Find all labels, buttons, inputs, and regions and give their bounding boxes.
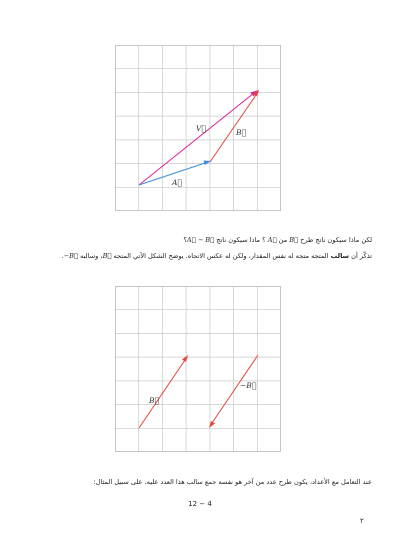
label-a: A⃗ bbox=[172, 178, 182, 187]
negative-vector-figure bbox=[115, 286, 281, 452]
example-expression: 12 − 4 bbox=[188, 500, 212, 508]
vector-b bbox=[210, 90, 259, 162]
label-v: V⃗ bbox=[196, 124, 206, 133]
negative-vector-paragraph: تذكّر أن سالب المتجه متجه له نفس المقدار، ولكن له عكس الاتجاه. يوضح الشكل الآتي المتجه B⃗، وسالبه −B⃗. bbox=[61, 252, 372, 260]
vector-b bbox=[139, 355, 188, 428]
label-b: B⃗ bbox=[149, 396, 160, 405]
vector-addition-figure bbox=[115, 45, 281, 211]
numbers-paragraph: عند التعامل مع الأعداد، يكون طرح عدد من آخر هو نفسه جمع سالب هذا العدد عليه. على سبيل المثال: bbox=[93, 478, 372, 486]
vector-v bbox=[139, 90, 259, 185]
label-negative-b: −B⃗ bbox=[240, 381, 257, 390]
page-number: ٢ bbox=[360, 517, 364, 525]
keyword-negative: سالب bbox=[330, 252, 350, 260]
question-paragraph: لكن ماذا سيكون ناتج طرح B⃗ من A⃗ ؟ ماذا سيكون ناتج A⃗ − B⃗؟ bbox=[183, 236, 372, 244]
label-b: B⃗ bbox=[236, 128, 247, 137]
